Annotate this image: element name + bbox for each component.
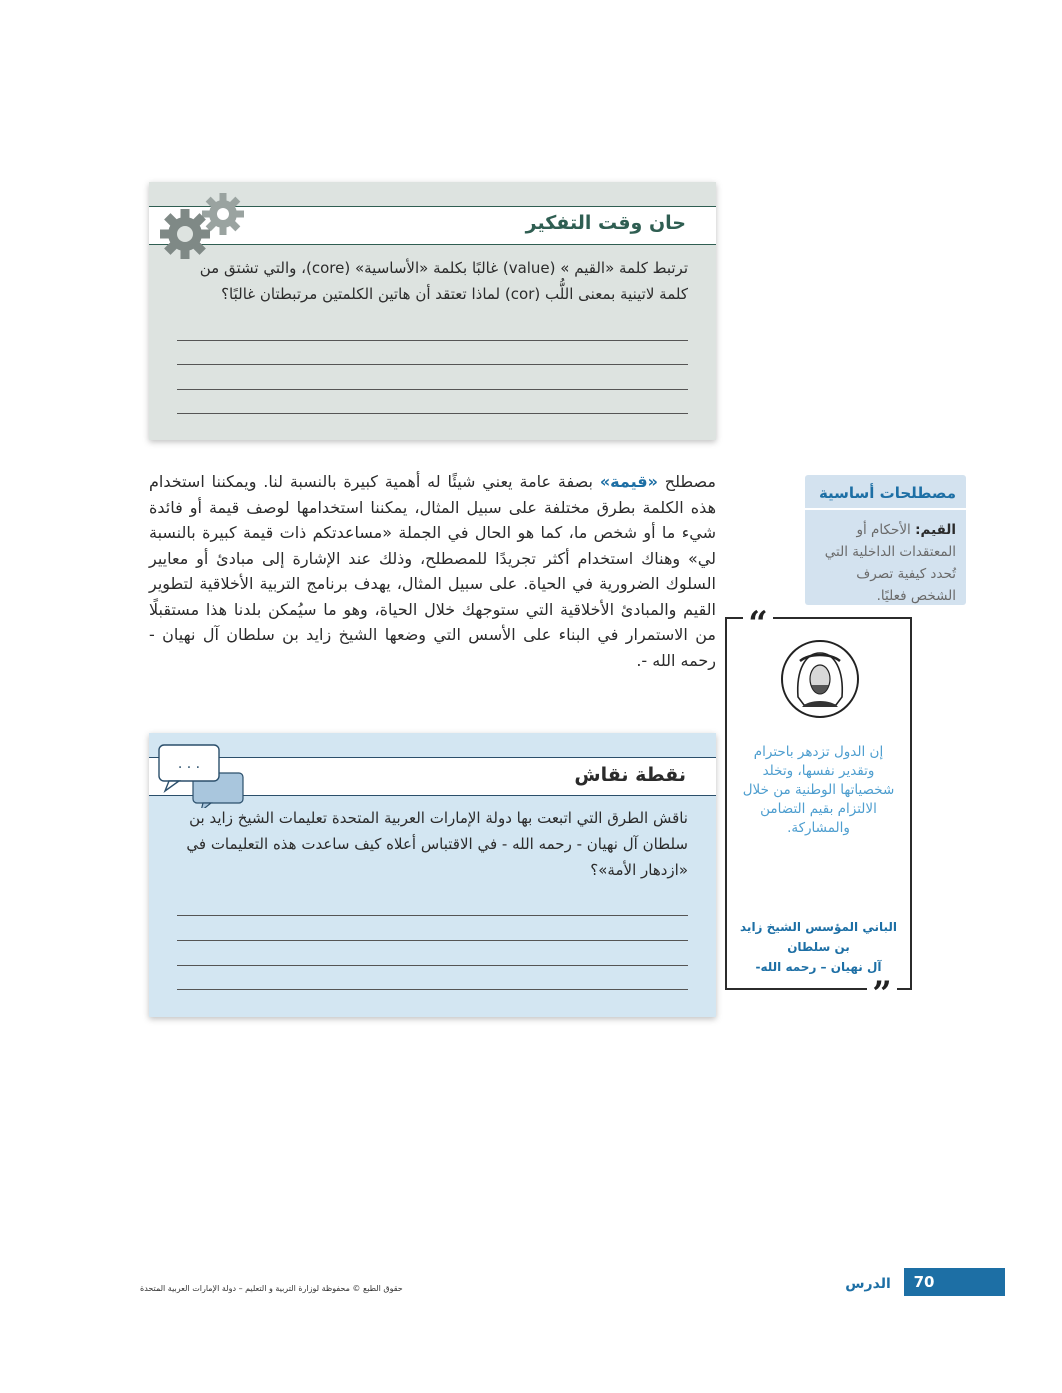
thinking-title: حان وقت التفكير	[525, 212, 686, 234]
answer-line[interactable]	[177, 364, 688, 365]
open-quote-icon: “	[743, 607, 773, 629]
quote-author-line1: الباني المؤسس الشيخ زايد بن سلطان	[740, 920, 897, 954]
quote-text: إن الدول تزدهر باحترام وتقدير نفسها، وتخلد شخصياتها الوطنية من خلال الالتزام بقيم التضامن والمشاركة.	[742, 744, 895, 836]
key-term-definition: الأحكام أو المعتقدات الداخلية التي تُحدد كيفية تصرف الشخص فعليًا.	[824, 522, 956, 604]
gears-icon	[155, 192, 250, 262]
page-number-tab	[904, 1268, 1005, 1296]
key-term: القيم:	[915, 522, 956, 538]
answer-line[interactable]	[177, 915, 688, 916]
quote-author-line2: آل نهيان – رحمه الله-	[755, 960, 882, 974]
key-terms-title: مصطلحات أساسية	[805, 475, 966, 510]
answer-line[interactable]	[177, 965, 688, 966]
discussion-title: نقطة نقاش	[574, 764, 686, 786]
discussion-box	[149, 733, 716, 1017]
page-number: 70	[913, 1273, 935, 1291]
answer-line[interactable]	[177, 989, 688, 990]
answer-line[interactable]	[177, 940, 688, 941]
speech-bubbles-icon	[157, 743, 247, 808]
paragraph-body: بصفة عامة يعني شيئًا له أهمية كبيرة بالنسبة لنا. ويمكننا استخدام هذه الكلمة بطرق مختلفة على سبيل المثال، يمكننا استخدامها لوصف قيمة أو فائدة شيء ما أو شخص ما، كما هو الحال في الجملة «مساعدتكم ذات قيمة كبيرة بالنسبة لي» وهناك استخدام أكثر تجريدًا للمصطلح، وذلك عند الإشارة إلى مبادئ أو معايير السلوك الضرورية في الحياة. على سبيل المثال، يهدف برنامج التربية الأخلاقية لتطوير القيم والمبادئ الأخلاقية التي ستوجهك خلال الحياة، وهو ما سيُمكن بلدنا هذا مستقبلًا من الاستمرار في البناء على الأسس التي وضعها الشيخ زايد بن سلطان آل نهيان - رحمه الله -.	[149, 472, 716, 670]
discussion-prompt: ناقش الطرق التي اتبعت بها دولة الإمارات العربية المتحدة تعليمات الشيخ زايد بن سلطان آل نهيان - رحمه الله - في الاقتباس أعلاه كيف ساعدت هذه التعليمات في «ازدهار الأمة»؟	[186, 809, 688, 879]
thinking-box	[149, 182, 716, 440]
answer-line[interactable]	[177, 413, 688, 414]
key-terms-definition	[816, 519, 956, 607]
key-terms-box	[805, 475, 966, 605]
answer-line[interactable]	[177, 389, 688, 390]
close-quote-icon: ”	[867, 977, 897, 999]
highlight-term: «قيمة»	[599, 472, 658, 491]
portrait-icon	[780, 639, 860, 719]
lesson-label: الدرس	[845, 1276, 891, 1292]
main-paragraph	[149, 469, 716, 673]
answer-line[interactable]	[177, 340, 688, 341]
bubble-dots: . . .	[177, 756, 201, 772]
quote-author	[731, 917, 906, 977]
paragraph-lead: مصطلح	[664, 472, 716, 491]
quote-box	[725, 604, 912, 1014]
thinking-prompt: ترتبط كلمة «القيم » (value) غالبًا بكلمة «الأساسية» (core)، والتي تشتق من كلمة لاتينية بمعنى اللُّب (cor) لماذا تعتقد أن هاتين الكلمتين مرتبطتان غالبًا؟	[199, 259, 688, 303]
copyright-notice: حقوق الطبع © محفوظة لوزارة التربية و التعليم – دولة الإمارات العربية المتحدة	[140, 1284, 403, 1293]
